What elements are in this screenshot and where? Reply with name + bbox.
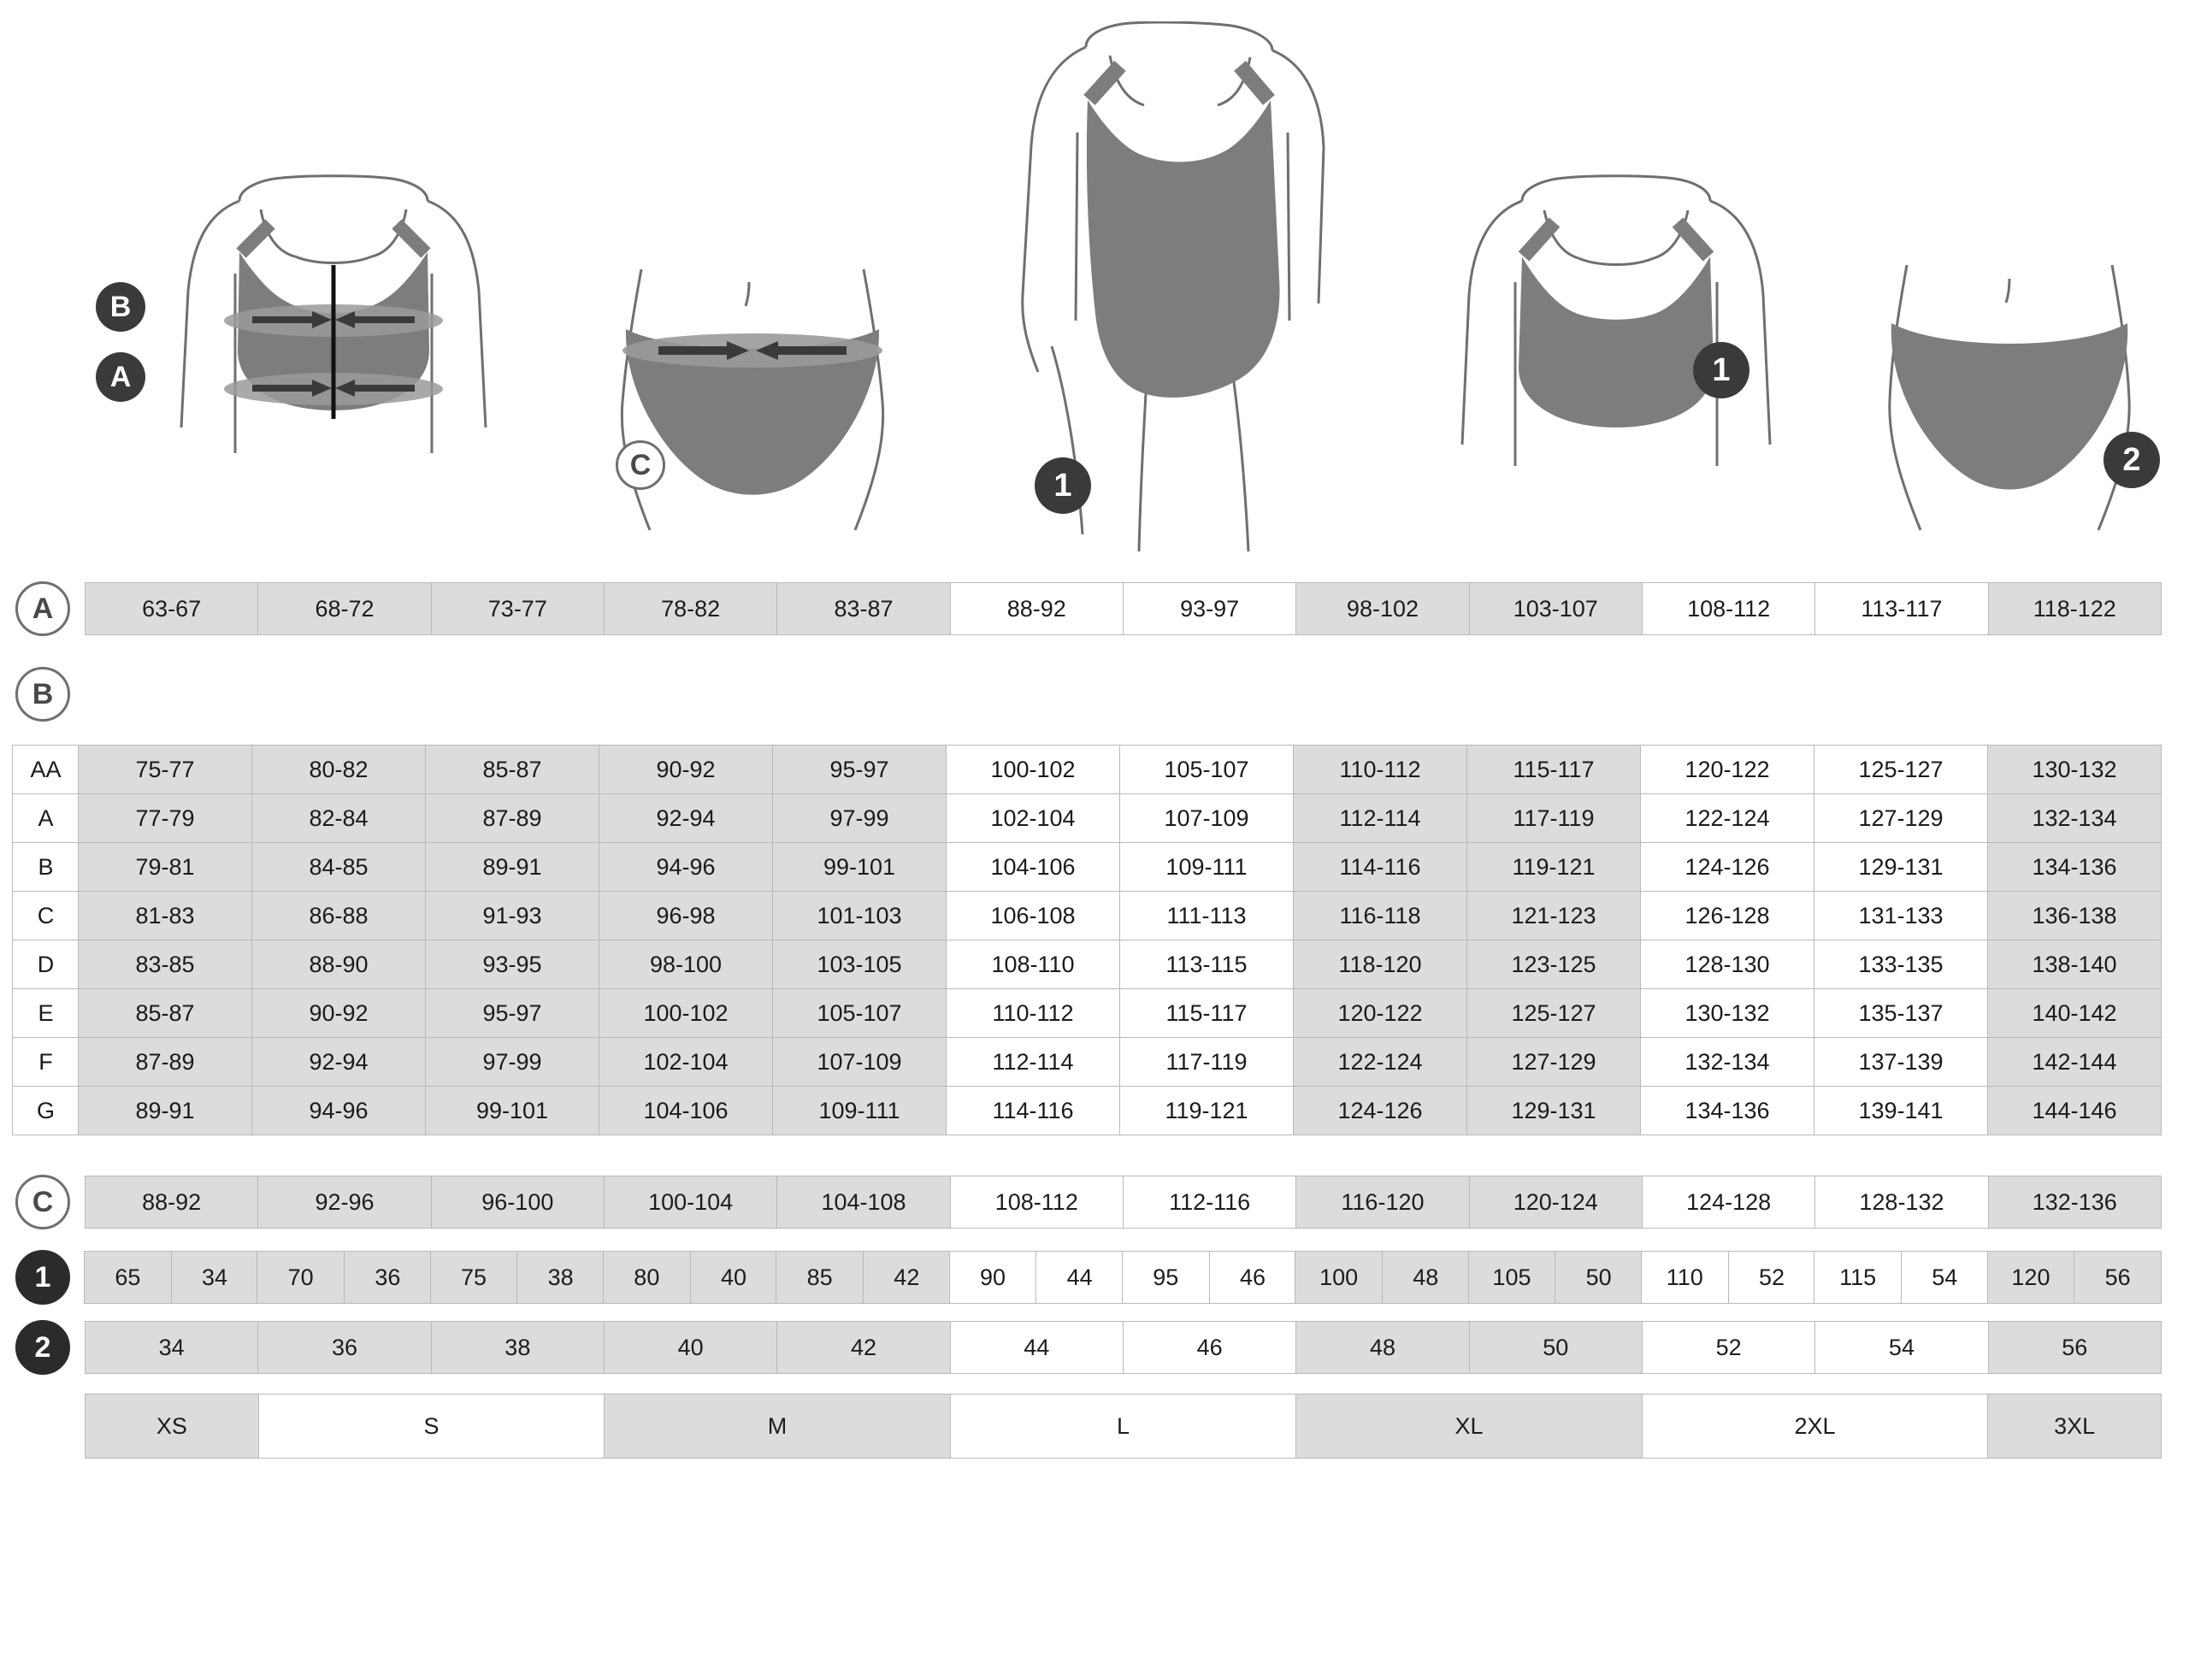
table-cell: 133-135 [1814, 940, 1988, 989]
table-cell: 50 [1469, 1321, 1643, 1374]
table-cell: 99-101 [425, 1086, 599, 1135]
badge-B: B [96, 282, 145, 332]
table-cell: 97-99 [772, 793, 947, 843]
table-row [79, 745, 2162, 794]
table-cell: 79-81 [78, 842, 252, 892]
table-cell: 108-110 [946, 940, 1120, 989]
table-cell: 142-144 [1987, 1037, 2162, 1087]
row-C-label-wrap [0, 1175, 86, 1229]
table-cell: 135-137 [1814, 988, 1988, 1038]
letter-size-cell: 2XL [1642, 1394, 1989, 1459]
table-cell: 95 [1122, 1251, 1210, 1304]
table-cell: 70 [257, 1251, 345, 1304]
cup-label: C [12, 891, 79, 940]
row-A-label-wrap [0, 581, 86, 636]
table-cell: 75-77 [78, 745, 252, 794]
table-cell: 117-119 [1466, 793, 1641, 843]
table-cell: 93-95 [425, 940, 599, 989]
table-cell: 105-107 [1119, 745, 1294, 794]
table-cell: 129-131 [1814, 842, 1988, 892]
table-cell: 140-142 [1987, 988, 2162, 1038]
letter-size-cell: L [950, 1394, 1297, 1459]
table-cell: 103-107 [1469, 582, 1643, 635]
table-cell: 56 [2074, 1251, 2162, 1304]
table-cell: 108-112 [950, 1176, 1124, 1229]
table-cell: 34 [171, 1251, 259, 1304]
table-cell: 63-67 [85, 582, 258, 635]
table-cell: 127-129 [1466, 1037, 1641, 1087]
table-cell: 113-117 [1814, 582, 1988, 635]
table-cell: 125-127 [1466, 988, 1641, 1038]
table-cell: 81-83 [78, 891, 252, 940]
table-cell: 65 [84, 1251, 172, 1304]
table-cell: 95-97 [425, 988, 599, 1038]
cup-label: E [12, 988, 79, 1038]
letter-size-cell: 3XL [1987, 1394, 2162, 1459]
table-cell: 85-87 [425, 745, 599, 794]
table-row [79, 988, 2162, 1038]
table-cell: 120-124 [1469, 1176, 1643, 1229]
table-cell: 85 [776, 1251, 864, 1304]
table-cell: 92-96 [257, 1176, 431, 1229]
size-pair-group [431, 1251, 605, 1304]
size-pair-group [257, 1251, 431, 1304]
table-cell: 90-92 [599, 745, 773, 794]
table-cell: 83-85 [78, 940, 252, 989]
row-2 [0, 1320, 2189, 1375]
row-B-label-wrap [0, 667, 86, 722]
table-cell: 132-136 [1988, 1176, 2162, 1229]
table-cell: 107-109 [1119, 793, 1294, 843]
table-cell: 88-92 [85, 1176, 258, 1229]
badge-C: C [616, 440, 665, 490]
table-cell: 119-121 [1119, 1086, 1294, 1135]
table-cell: 100-102 [946, 745, 1120, 794]
table-cell: 116-120 [1295, 1176, 1469, 1229]
table-cell: 115-117 [1466, 745, 1641, 794]
table-cell: 126-128 [1640, 891, 1814, 940]
row-label-1: 1 [15, 1250, 70, 1305]
table-cell: 120-122 [1293, 988, 1467, 1038]
row-label-2: 2 [15, 1320, 70, 1375]
table-cell: 98-102 [1295, 582, 1469, 635]
table-cell: 97-99 [425, 1037, 599, 1087]
cup-label: B [12, 842, 79, 892]
table-cell: 46 [1123, 1321, 1296, 1374]
illustrations-strip [0, 0, 2189, 564]
table-cell: 88-92 [950, 582, 1124, 635]
table-cell: 86-88 [251, 891, 426, 940]
table-cell: 75 [430, 1251, 518, 1304]
table-cell: 100-102 [599, 988, 773, 1038]
table-cell: 132-134 [1640, 1037, 1814, 1087]
letter-size-cell: XS [85, 1394, 259, 1459]
table-cell: 38 [516, 1251, 605, 1304]
cup-values-grid [79, 746, 2162, 1135]
table-cell: 116-118 [1293, 891, 1467, 940]
table-cell: 54 [1901, 1251, 1989, 1304]
table-cell: 110-112 [1293, 745, 1467, 794]
table-cell: 44 [1035, 1251, 1124, 1304]
row-A [0, 581, 2189, 636]
row-A-cells [86, 582, 2162, 635]
row-1-label-wrap [0, 1250, 86, 1305]
table-cell: 87-89 [425, 793, 599, 843]
badge-1-swimsuit: 1 [1035, 457, 1091, 514]
size-pair-group [776, 1251, 950, 1304]
table-cell: 82-84 [251, 793, 426, 843]
table-cell: 108-112 [1642, 582, 1815, 635]
table-cell: 80 [603, 1251, 691, 1304]
cup-label: AA [12, 745, 79, 794]
table-cell: 110-112 [946, 988, 1120, 1038]
table-cell: 139-141 [1814, 1086, 1988, 1135]
size-pair-group [604, 1251, 777, 1304]
table-cell: 121-123 [1466, 891, 1641, 940]
table-cell: 94-96 [251, 1086, 426, 1135]
table-cell: 56 [1988, 1321, 2162, 1374]
table-cell: 124-126 [1293, 1086, 1467, 1135]
badge-2-briefs: 2 [2103, 432, 2160, 488]
table-cell: 46 [1209, 1251, 1297, 1304]
table-cell: 73-77 [431, 582, 605, 635]
row-label-C: C [15, 1175, 70, 1229]
table-cell: 122-124 [1640, 793, 1814, 843]
table-cell: 104-108 [776, 1176, 950, 1229]
table-cell: 130-132 [1640, 988, 1814, 1038]
table-cell: 93-97 [1123, 582, 1296, 635]
table-cell: 101-103 [772, 891, 947, 940]
table-cell: 44 [950, 1321, 1124, 1374]
table-cell: 50 [1555, 1251, 1643, 1304]
table-cell: 40 [690, 1251, 778, 1304]
size-pair-group [85, 1251, 258, 1304]
table-row [79, 940, 2162, 989]
table-cell: 96-100 [431, 1176, 605, 1229]
table-row [79, 1086, 2162, 1135]
briefs-illustration [1864, 256, 2155, 564]
row-2-cells [86, 1321, 2162, 1374]
row-letter-sizes [0, 1394, 2189, 1459]
table-cell: 115-117 [1119, 988, 1294, 1038]
table-cell: 105 [1468, 1251, 1556, 1304]
table-cell: 52 [1642, 1321, 1815, 1374]
table-cell: 110 [1641, 1251, 1729, 1304]
table-cell: 136-138 [1987, 891, 2162, 940]
table-cell: 104-106 [599, 1086, 773, 1135]
table-cell: 115 [1814, 1251, 1902, 1304]
table-cell: 48 [1295, 1321, 1469, 1374]
table-cell: 104-106 [946, 842, 1120, 892]
table-cell: 134-136 [1987, 842, 2162, 892]
size-pair-group [950, 1251, 1124, 1304]
figure-briefs-front [1864, 256, 2155, 569]
table-cell: 124-126 [1640, 842, 1814, 892]
table-cell: 117-119 [1119, 1037, 1294, 1087]
table-cell: 96-98 [599, 891, 773, 940]
table-cell: 94-96 [599, 842, 773, 892]
table-cell: 38 [431, 1321, 605, 1374]
table-cell: 124-128 [1642, 1176, 1815, 1229]
swimsuit-illustration [949, 21, 1325, 569]
row-C-cells [86, 1176, 2162, 1229]
table-cell: 107-109 [772, 1037, 947, 1087]
letter-size-cell: M [604, 1394, 951, 1459]
badge-A: A [96, 352, 145, 402]
table-cell: 138-140 [1987, 940, 2162, 989]
row-1-cells [86, 1251, 2162, 1304]
table-cell: 129-131 [1466, 1086, 1641, 1135]
table-cell: 89-91 [425, 842, 599, 892]
table-cell: 100-104 [604, 1176, 777, 1229]
table-cell: 113-115 [1119, 940, 1294, 989]
table-cell: 123-125 [1466, 940, 1641, 989]
table-cell: 84-85 [251, 842, 426, 892]
table-cell: 95-97 [772, 745, 947, 794]
cup-label: A [12, 793, 79, 843]
table-cell: 144-146 [1987, 1086, 2162, 1135]
figure-hips-measure [590, 256, 915, 569]
letter-size-cell: S [258, 1394, 605, 1459]
table-cell: 119-121 [1466, 842, 1641, 892]
table-cell: 34 [85, 1321, 258, 1374]
table-cell: 109-111 [1119, 842, 1294, 892]
table-cell: 36 [344, 1251, 432, 1304]
cup-label: G [12, 1086, 79, 1135]
table-cell: 36 [257, 1321, 431, 1374]
table-cell: 40 [604, 1321, 777, 1374]
row-label-B: B [15, 667, 70, 722]
table-cell: 83-87 [776, 582, 950, 635]
table-cell: 80-82 [251, 745, 426, 794]
table-cell: 120-122 [1640, 745, 1814, 794]
table-cell: 98-100 [599, 940, 773, 989]
table-row [79, 842, 2162, 892]
table-row [79, 891, 2162, 940]
size-pair-group [1123, 1251, 1296, 1304]
table-cell: 89-91 [78, 1086, 252, 1135]
size-pair-group [1988, 1251, 2162, 1304]
size-pair-group [1295, 1251, 1469, 1304]
table-cell: 130-132 [1987, 745, 2162, 794]
table-cell: 87-89 [78, 1037, 252, 1087]
table-cell: 120 [1987, 1251, 2075, 1304]
table-cell: 128-130 [1640, 940, 1814, 989]
cup-size-grid [0, 746, 2189, 1135]
table-cell: 92-94 [251, 1037, 426, 1087]
table-cell: 105-107 [772, 988, 947, 1038]
table-cell: 78-82 [604, 582, 777, 635]
table-cell: 99-101 [772, 842, 947, 892]
size-pair-group [1469, 1251, 1643, 1304]
table-cell: 118-120 [1293, 940, 1467, 989]
table-cell: 91-93 [425, 891, 599, 940]
table-cell: 127-129 [1814, 793, 1988, 843]
table-cell: 112-116 [1123, 1176, 1296, 1229]
table-cell: 106-108 [946, 891, 1120, 940]
letter-size-cell: XL [1295, 1394, 1643, 1459]
row-label-A: A [15, 581, 70, 636]
table-cell: 114-116 [1293, 842, 1467, 892]
size-pair-group [1642, 1251, 1815, 1304]
table-cell: 114-116 [946, 1086, 1120, 1135]
cup-label: D [12, 940, 79, 989]
cup-labels-column [12, 746, 79, 1135]
table-cell: 112-114 [1293, 793, 1467, 843]
table-cell: 118-122 [1988, 582, 2162, 635]
table-cell: 137-139 [1814, 1037, 1988, 1087]
table-cell: 85-87 [78, 988, 252, 1038]
table-cell: 90-92 [251, 988, 426, 1038]
table-cell: 134-136 [1640, 1086, 1814, 1135]
table-cell: 90 [949, 1251, 1037, 1304]
table-cell: 103-105 [772, 940, 947, 989]
table-cell: 102-104 [599, 1037, 773, 1087]
table-cell: 125-127 [1814, 745, 1988, 794]
table-cell: 132-134 [1987, 793, 2162, 843]
hips-measure-illustration [590, 256, 915, 564]
cup-label: F [12, 1037, 79, 1087]
badge-1-bra: 1 [1693, 342, 1749, 398]
table-cell: 128-132 [1814, 1176, 1988, 1229]
table-cell: 77-79 [78, 793, 252, 843]
table-row [79, 1037, 2162, 1087]
table-cell: 111-113 [1119, 891, 1294, 940]
table-cell: 100 [1295, 1251, 1383, 1304]
table-cell: 109-111 [772, 1086, 947, 1135]
table-cell: 52 [1728, 1251, 1816, 1304]
table-cell: 102-104 [946, 793, 1120, 843]
figure-bra-measure-front [111, 171, 556, 560]
table-cell: 42 [776, 1321, 950, 1374]
table-cell: 88-90 [251, 940, 426, 989]
figure-bra-front [1394, 171, 1821, 569]
table-cell: 42 [863, 1251, 951, 1304]
row-1 [0, 1250, 2189, 1305]
bra-measure-illustration [111, 171, 556, 556]
table-cell: 122-124 [1293, 1037, 1467, 1087]
letter-sizes-cells [86, 1394, 2162, 1459]
size-pair-group [1814, 1251, 1988, 1304]
row-2-label-wrap [0, 1320, 86, 1375]
table-cell: 131-133 [1814, 891, 1988, 940]
table-cell: 112-114 [946, 1037, 1120, 1087]
row-B-header [0, 667, 2189, 722]
bra-front-illustration [1394, 171, 1821, 564]
row-C [0, 1175, 2189, 1229]
table-cell: 54 [1814, 1321, 1988, 1374]
table-cell: 48 [1382, 1251, 1470, 1304]
table-row [79, 793, 2162, 843]
figure-swimsuit-one-piece [949, 21, 1325, 573]
table-cell: 92-94 [599, 793, 773, 843]
table-cell: 68-72 [257, 582, 431, 635]
